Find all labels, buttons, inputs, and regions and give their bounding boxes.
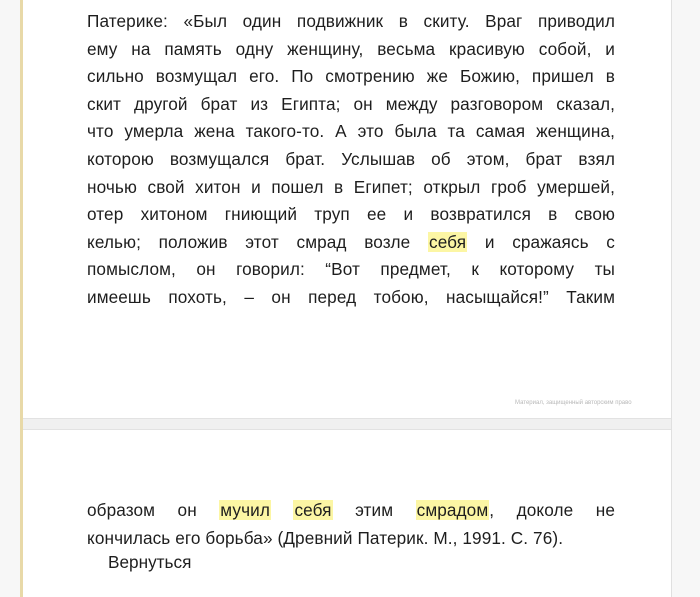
text-line: кончилась его борьба» (Древний Патерик. М., 1991. С. 76). [87, 527, 564, 548]
text-line: ему на память одну женщину, весьма красивую собой, и [87, 38, 615, 59]
text-line: Патерике: «Был один подвижник в скиту. Враг приводил [87, 11, 615, 31]
text-segment: , доколе не [489, 500, 615, 520]
copyright-watermark: Материал, защищенный авторским право [515, 400, 632, 406]
text-line-highlighted [87, 229, 615, 257]
text-segment: образом он [87, 500, 197, 520]
text-line: которою возмущался брат. Услышав об этом, брат взял [87, 148, 615, 169]
page-edge [671, 0, 672, 597]
text-line: ночью свой хитон и пошел в Египет; открыл гроб умершей, [87, 176, 615, 197]
back-link[interactable]: Вернуться [108, 552, 192, 572]
text-segment: этим [355, 500, 394, 520]
text-line: помыслом, он говорил: “Вот предмет, к которому ты [87, 259, 615, 280]
text-line: отер хитоном гниющий труп ее и возвратился в свою [87, 204, 615, 225]
text-line: имеешь похоть, – он перед тобою, насыщайся!” Таким [87, 286, 615, 307]
highlight-word: себя [429, 231, 467, 252]
text-block-top [87, 8, 615, 312]
text-line: сильно возмущал его. По смотрению же Божию, пришел в [87, 66, 615, 87]
page-separator [23, 418, 671, 430]
text-line: скит другой брат из Египта; он между разговором сказал, [87, 93, 615, 114]
highlight-word: себя [294, 500, 332, 520]
text-line: что умерла жена такого-то. А это была та самая женщина, [87, 121, 615, 142]
text-block-bottom [87, 497, 615, 552]
text-line-highlighted [87, 497, 615, 525]
highlight-word: смрадом [416, 500, 489, 520]
text-segment: келью; положив этот смрад возле [87, 231, 411, 252]
highlight-word: мучил [220, 500, 270, 520]
text-segment: и сражаясь с [484, 231, 615, 252]
